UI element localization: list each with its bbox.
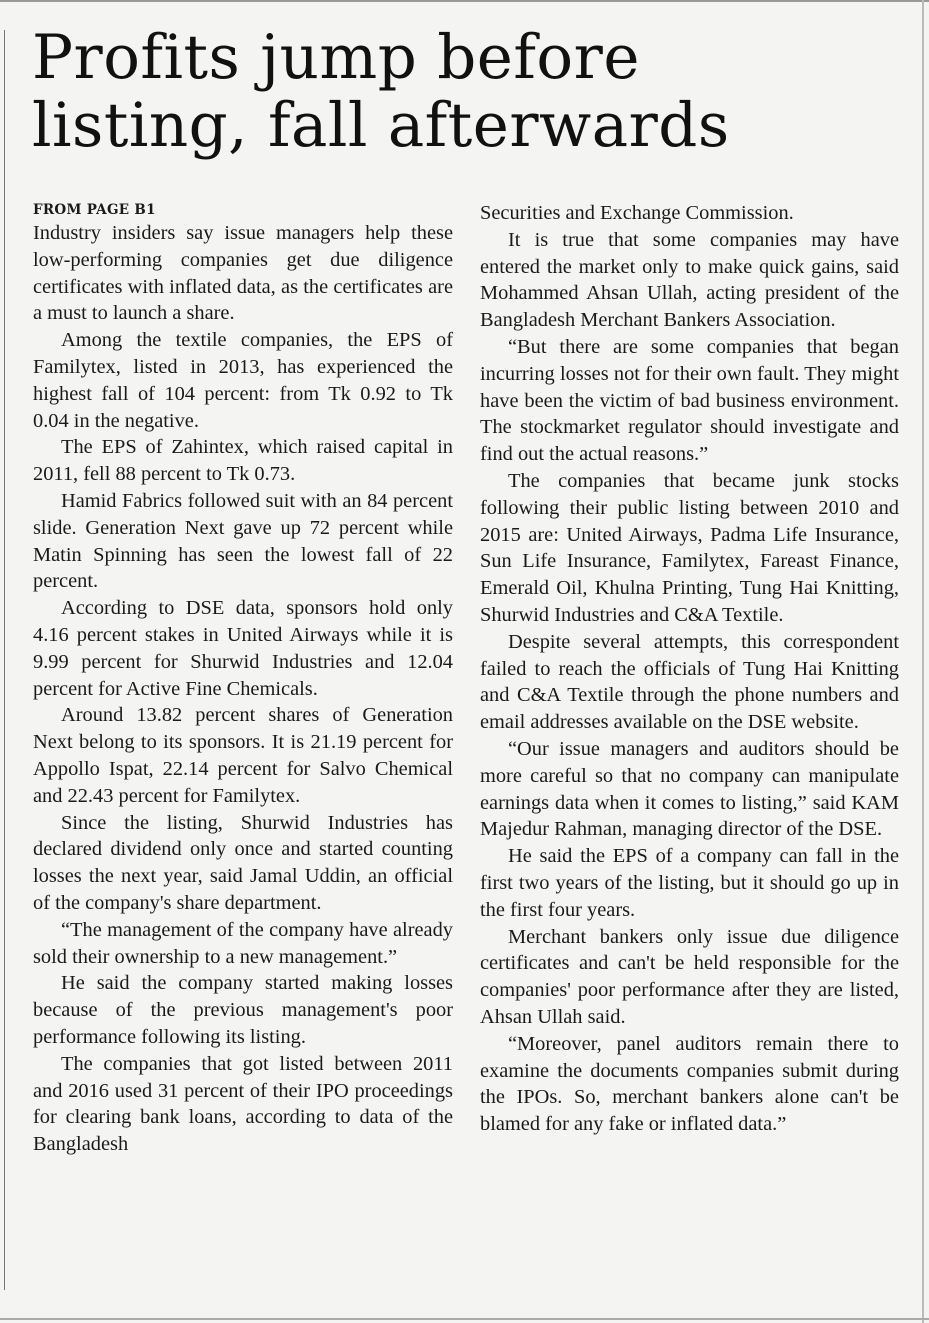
- paragraph: Since the listing, Shurwid Industries has declared dividend only once and started counting losses the next year, said Jamal Uddin, an official of the company's share department.: [33, 811, 453, 914]
- paragraph: He said the EPS of a company can fall in the first two years of the listing, but it should go up in the first four years.: [480, 845, 899, 921]
- paragraph: Among the textile companies, the EPS of Familytex, listed in 2013, has experienced the highest fall of 104 percent: from Tk 0.92 to Tk 0.04 in the negative.: [33, 329, 453, 432]
- frame-left-rule: [4, 30, 5, 1290]
- headline-line-1: Profits jump before: [32, 22, 640, 93]
- paragraph: Despite several attempts, this correspondent failed to reach the officials of Tung Hai Knitting and C&A Textile through the phone numbers and email addresses available on the DSE website.: [480, 630, 899, 734]
- frame-right-border: [922, 0, 924, 1323]
- paragraph: He said the company started making losses because of the previous management's poor performance following its listing.: [33, 972, 453, 1048]
- paragraph: Industry insiders say issue managers help these low-performing companies get due diligence certificates with inflated data, as the certificates are a must to launch a share.: [33, 222, 453, 325]
- paragraph: Securities and Exchange Commission.: [480, 202, 794, 224]
- paragraph: Merchant bankers only issue due diligence certificates and can't be held responsible for the companies' poor performance after they are listed, Ahsan Ullah said.: [480, 925, 899, 1028]
- paragraph: “The management of the company have already sold their ownership to a new management.”: [33, 918, 453, 968]
- paragraph: “Moreover, panel auditors remain there to examine the documents companies submit during the IPOs. So, merchant bankers alone can't be blamed for any fake or inflated data.”: [480, 1032, 899, 1136]
- paragraph: According to DSE data, sponsors hold only 4.16 percent stakes in United Airways while it is 9.99 percent for Shurwid Industries and 12.04 percent for Active Fine Chemicals.: [33, 597, 453, 700]
- paragraph: The companies that got listed between 2011 and 2016 used 31 percent of their IPO proceedings for clearing bank loans, according to data of the Bangladesh: [33, 1052, 453, 1156]
- article-headline: [32, 24, 912, 160]
- article-column-right: [480, 200, 899, 1138]
- paragraph: It is true that some companies may have entered the market only to make quick gains, said Mohammed Ahsan Ullah, acting president of the Bangladesh Merchant Bankers Association.: [480, 228, 899, 332]
- paragraph: Around 13.82 percent shares of Generation Next belong to its sponsors. It is 21.19 percent for Appollo Ispat, 22.14 percent for Salvo Chemical and 22.43 percent for Familytex.: [33, 704, 453, 807]
- from-page-label: FROM PAGE B1: [33, 202, 156, 218]
- paragraph: “Our issue managers and auditors should be more careful so that no company can manipulate earnings data when it comes to listing,” said KAM Majedur Rahman, managing director of the DSE.: [480, 737, 899, 841]
- paragraph: “But there are some companies that began incurring losses not for their own fault. They might have been the victim of bad business environment. The stockmarket regulator should investigate and find out the actual reasons.”: [480, 335, 899, 466]
- headline-line-2: listing, fall afterwards: [32, 90, 730, 161]
- article-column-left: [33, 200, 453, 1158]
- paragraph: The EPS of Zahintex, which raised capital in 2011, fell 88 percent to Tk 0.73.: [33, 436, 453, 486]
- frame-bottom-border: [0, 1318, 929, 1320]
- paragraph: Hamid Fabrics followed suit with an 84 percent slide. Generation Next gave up 72 percent while Matin Spinning has seen the lowest fall of 22 percent.: [33, 489, 453, 593]
- frame-top-border: [0, 0, 929, 2]
- paragraph: The companies that became junk stocks following their public listing between 2010 and 2015 are: United Airways, Padma Life Insurance, Sun Life Insurance, Familytex, Fareast Finance, Emerald Oil, Khulna Printing, Tung Hai Knitting, Shurwid Industries and C&A Textile.: [480, 469, 899, 626]
